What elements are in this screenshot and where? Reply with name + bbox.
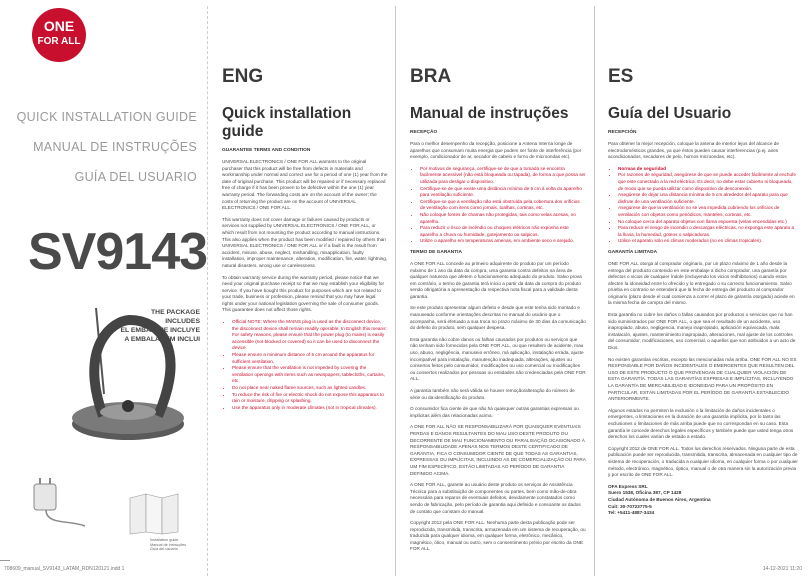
warning-item: • Utilize o aparelho em temperaturas amenas, em ambiente seco e arejado.: [420, 238, 586, 245]
footer-file: 708609_manual_SV9143_LATAM_RDN120121.indd 1: [4, 566, 125, 572]
para-es-2: ONE FOR ALL otorga al comprador originario, por un plazo máximo de 1 año desde la entrega del producto contenido en este embalaje a dicho comprador, una garantía por defectos o vicios de cualquier índole (incluyendo los vicios redhibitorios) cuando estos afecten la idoneidad entre lo ofrecido y lo entregado o su correcto funcionamiento. Salvo prueba en contrario se entenderá que la fecha de entrega del producto al comprador originario (plazo desde el cual comienza a correr el plazo de garantía otorgado) aciede en la misma fecha de compra del mismo.: [608, 260, 795, 306]
warning-item: • Para reduzir o risco de incêndio ou choques elétricos não exponha este aparelho a chuva ou humidade, gotejamento ou salpicos.: [420, 225, 586, 238]
cover-title-es: GUÍA DEL USUARIO: [74, 170, 197, 184]
warning-item: • Utilice el aparato sólo en climas moderados (no en climas tropicales).: [618, 238, 798, 245]
lang-bra: BRA: [410, 66, 452, 87]
address-line: Cuit: 30-70723775-5: [608, 503, 652, 509]
para-bra-7: A ONE FOR ALL NÃO SE RESPONSABILIZARÁ POR QUAISQUER EVENTUAIS PERDAS E DANOS RESULTANTES DO MAU USO DESTE PRODUTO OU DECORRENTE DE MAU FUNCIONAMENTO OU PARALISAÇÃO OCASIONADO À RESPONSABILIDADE APENAS NOS TERMOS DESTE CERTIFICADO DE GARANTIA, FICA O CONSUMIDOR CIENTE DE QUE TODAS AS GARANTIAS, EXPRESSAS OU IMPLÍCITAS, INCLUINDO AS DE COMERCIALIZAÇÃO OU PARA UM FIM ESPECÍFICO, ESTÃO LIMITADAS AO PERÍODO DE GARANTIA DEFINIDO ACIMA.: [410, 424, 586, 476]
brand-logo: [32, 8, 86, 62]
para-bra-6: O consumidor fica ciente de que não há quaisquer outras garantias expressas ou implícitas além das relacionadas acima.: [410, 406, 579, 418]
para-bra-3: Se este produto apresentar algum defeito e desde que este tenha sido montado e manuseado conforme orientações descritas no manual do usuário que o acompanha, será efetuado a sua troca no prazo máximo de 30 dias da comunicação do defeito do produto, sem qualquer despesa.: [410, 305, 586, 331]
package-note-es: EL EMBALAJE INCLUYE: [120, 327, 200, 334]
warning-item: • Official NOTE: Where the MAINS plug is used as the disconnect device, the disconnect device shall remain readily operable. In English this means: For safety reasons, please ensure that the power plug (to mains) is easily accessible (not blocked or covered) so it can be used to disconnect the device.: [232, 319, 388, 352]
warning-item: • Certifique-se de que existe uma distância mínima de 5 cm à volta do aparelho para ventilação suficiente.: [420, 186, 586, 199]
antenna-illustration: [18, 306, 198, 446]
warning-item: • No coloque cerca del aparato objetos con llama expuesta (velas encendidas etc.): [618, 219, 798, 226]
heading-warranty-es: GARANTÍA LIMITADA: [608, 249, 658, 255]
para-bra-4: Esta garantia não cobre danos ou falhas causados por produtos ou serviços que não tenham sido fornecidos pela ONE FOR ALL, ou que resultem de acidente, mau uso, abuso, negligência, manuseio errôneo, má aplicação, instalação errada, ajuste incompatível para instalação, manutenção inadequada, alterações, ajustes ou consertos feitos pelo consumidor, modificações ou uso comercial ou modificações ou consertos realizados por pessoas ou entidades não credenciadas pela ONE FOR ALL.: [410, 336, 586, 382]
lang-es: ES: [608, 66, 634, 87]
warning-item: • Do not place near naked flame sources, such as lighted candles.: [232, 385, 388, 392]
address-line: Suero 1538, Oficina 387, CP 1428: [608, 490, 682, 496]
para-es-3: Esta garantía no cubre los daños o fallas causados por productos o servicios que no han sido suministrados por ONE FOR ALL, o que sea el resultado de un accidente, uso inapropiado, abuso, negligencia, manejo inapropiado, aplicación equivocada, mala instalación, ajustes, mantenimiento inapropiado, alteraciones, mal ajuste de los controles del consumidor, modificaciones, uso comercial, o aquellos que son atribuidos a un acto de Dios.: [608, 312, 796, 351]
footer-date: 14-12-2021 11:20: [762, 566, 802, 572]
address-line: OFA Express SRL: [608, 483, 648, 489]
folded-guide-illustration: [128, 492, 188, 536]
guide-caption-es: Guía del usuario: [150, 547, 178, 552]
crop-mark: [0, 560, 10, 561]
para-bra-8: A ONE FOR ALL, garante ao usuário deste produto os serviços de Assistência Técnica para a substituição de componentes ou partes, bem como mão-de-obra necessária para reparos de eventuais defeitos, devidamente constatados como sendo de fabricação, pelo período de garantia aqui definido e consoante os dados de contato que constam do manual.: [410, 482, 581, 514]
heading-reception-bra: RECEPÇÃO: [410, 130, 438, 135]
para-es-5: Algunos estados no permiten la exclusión o la limitación de daños incidentales o emergentes, o limitaciones en la duración de una garantía implícita, por lo tanto las exclusiones o limitaciones de más arriba puede que no correspondan en su caso. Esta garantía le concede derechos legales específicos y también puede que usted tenga otros derechos los cuales varían de estado a estado.: [608, 407, 794, 440]
warning-item: • Please ensure that the ventilation is not impeded by covering the ventilation openings with items such as newspapers, tablecloths, curtains, etc.: [232, 365, 388, 385]
column-eng: [222, 105, 388, 416]
heading-warranty-bra: TERMO DE GARANTIA: [410, 249, 462, 255]
para-es-6: Copyright 2012 de ONE FOR ALL. Todos los derechos reservados. Ninguna parte de esta publicación puede ser reproducida, transmitida, transcrita, almacenada en cualquier tipo de sistema de recuperación, o traducida a cualquier idioma, en cualquier forma o por cualquier método, electrónico, magnético, óptico, manual o de otra manera sin la autorización previa y por escrito de ONE FOR ALL.: [608, 445, 798, 478]
para-bra-2: A ONE FOR ALL concede ao primeiro adquirente do produto por um período máximo de 1 ano da data da compra, uma garantia contra defeitos na área de qualquer natureza que afetem o funcionamento adequado do produto. Salvo prova em contrário, o termo de garantia terá início a partir da data da compra do produto sendo obrigatória a apresentação da respectiva nota fiscal para a validade desta garantia.: [410, 260, 582, 299]
warnings-bra: [410, 166, 586, 245]
para-bra-9: Copyright 2012 pela ONE FOR ALL. Nenhuma parte desta publicação pode ser reproduzida, transmitida, transcrita, armazenada em um sistema de recuperação, ou traduzida para qualquer idioma, em qualquer forma, eletrônico, mecânico, magnético, ótico, manual ou outro, sem o consentimento prévio por escrito da ONE FOR ALL.: [410, 520, 586, 552]
cover-title-eng: QUICK INSTALLATION GUIDE: [16, 110, 197, 124]
model-number: SV9143: [28, 223, 208, 281]
safety-heading-es: • Normas de seguridad: [618, 166, 798, 173]
fold-line-1: [207, 6, 208, 576]
brand-logo-line1: ONE: [43, 18, 75, 34]
power-adapter-illustration: [30, 470, 90, 530]
warning-item: • Use the apparatus only in moderate climates (not in tropical climates).: [232, 405, 388, 412]
para-es-4: No existen garantías escritas, excepto las mencionadas más arriba. ONE FOR ALL NO ES RESPONSABLE POR DAÑOS INCIDENTALES O EMERGENTES QUE RESULTEN DEL USO DE ESTE PRODUCTO O QUE PROVENGAN DE CUALQUIER VIOLACIÓN DE ESTA GARANTÍA. TODAS LAS GARANTÍAS EXPRESAS E IMPLÍCITAS, INCLUYENDO LA GARANTÍA DE MERCABILIDAD E IDONEIDAD PARA UN PROPÓSITO EN PARTICULAR, ESTÁN LIMITADAS POR EL PERÍODO DE GARANTÍA ESTABLECIDO ANTERIORMENTE.: [608, 356, 797, 402]
title-es: Guía del Usuario: [608, 105, 732, 122]
title-bra: Manual de instruções: [410, 105, 569, 122]
guide-caption-bra: Manual de instruções: [150, 542, 187, 547]
cover-title-bra: MANUAL DE INSTRUÇÕES: [33, 140, 197, 154]
para-eng-3: To obtain warranty service during the warranty period, please notice that we need your original purchase receipt so that we may establish your eligibility for service. If you have bought this product for purposes which are not related to your trade, business or profession, please remind that you may have legal rights under your national legislation governing the sale of consumer goods. This guarantee does not affect those rights.: [222, 274, 385, 313]
heading-guarantee-eng: GUARANTEE TERMS AND CONDITION: [222, 148, 311, 153]
para-bra-1: Para o melhor desempenho da recepção, posicione a Antena Interna longe de aparelhos que consumam muita energia que podem ser fonte de interferência (por exemplo, condicionador de ar, secador de cabelo e forno de microondas etc).: [410, 141, 582, 160]
warning-item: • Por razones de seguridad, asegúrese de que se puede acceder fácilmente al enchufe que este conectado a la red eléctrica. Es decir, no debe estar cubierto ni bloqueado, de modo que se pueda utilizar como dispositivo de desconexión.: [618, 172, 798, 192]
column-divider-1: [395, 6, 396, 576]
address-es: [608, 484, 798, 517]
heading-reception-es: RECEPCIÓN: [608, 130, 637, 135]
warning-item: • Não coloque fontes de chamas não protegidas, tais como velas acesas, no aparelho.: [420, 212, 586, 225]
package-note-bra: A EMBALAGEM INCLUI: [124, 336, 200, 343]
para-eng-1: UNIVERSAL ELECTRONICS / ONE FOR ALL warrants to the original purchaser that this product will be free from defects in materials and workmanship under normal and correct use for a period of one (1) year from the date of original purchase. This product will be repaired or if necessary replaced free of charge if it has been proven to be defective within the one (1) year warranty period. The forwarding costs are on the account of the owner; the costs of returning the product are on the account of UNIVERSAL ELECTRONICS / ONE FOR ALL.: [222, 159, 388, 211]
warnings-eng: [222, 319, 388, 411]
warning-item: • Por motivos de segurança, certifique-se de que a tomada se encontra facilmente acessível (não está bloqueada ou tapada), de forma a que possa ser utilizada para desligar o dispositivo.: [420, 166, 586, 186]
title-eng: Quick installation guide: [222, 105, 352, 140]
guide-caption: [150, 538, 186, 552]
warning-item: • Please ensure a minimum distance of 5 cm around the apparatus for sufficient ventilation.: [232, 352, 388, 365]
para-eng-2: This warranty does not cover damage or failures caused by products or services not supplied by UNIVERSAL ELECTRONICS / ONE FOR ALL, or which result from not mounting the product according to manual instructions. This also applies when the product has been modified / repaired by others than UNIVERSAL ELECTRONICS / ONE FOR ALL or if a fault is the result from accident, misuse, abuse, neglect, mishandling, misapplication, faulty installation, improper maintenance, alteration, modification, fire, water, lightning, natural disasters, wrong use or carelessness.: [222, 216, 388, 268]
column-es: [608, 105, 798, 517]
package-note-eng: THE PACKAGE INCLUDES: [151, 309, 200, 325]
address-line: Ciudad Autónoma de Buenos Aires, Argentina: [608, 496, 711, 502]
lang-eng: ENG: [222, 66, 264, 87]
para-es-1: Para obtener la mejor recepción, coloque la antena de interior lejos del alcance de electrodomésticos grandes, ya que éstos pueden causar interferencias (p.ej. aires acondicionados, secadores de pelo, hornos microondas, etc).: [608, 141, 779, 160]
brand-logo-line2: FOR ALL: [37, 36, 81, 47]
guide-caption-eng: Installation guide: [150, 538, 179, 542]
address-line: Tel: +5411-4887-3434: [608, 510, 655, 516]
warning-item: • Certifique-se que a ventilação não está obstruída pela cobertura dos orifícios de ventilação com itens como jornais, toalhas, cortinas, etc.: [420, 199, 586, 212]
para-bra-5: A garantia também não será válida se houver remoção/alteração do número de série ou da identificação do produto.: [410, 388, 575, 400]
column-bra: [410, 105, 586, 558]
warning-item: • Para reducir el riesgo de incendio o descargas eléctricas, no exponga este aparato a la lluvia, la humedad, goteos o salpicaduras.: [618, 225, 798, 238]
warning-item: • Asegúrese de dejar una distancia mínima de 5 cm alrededor del aparato para que disfrute de una ventilación suficiente.: [618, 192, 798, 205]
column-divider-2: [594, 6, 595, 576]
warnings-es: [608, 166, 798, 245]
warning-item: • Asegúrese de que la ventilación no se vea impedida cubriendo los orificios de ventilación con objetos como periódicos, manteles, cortinas, etc.: [618, 205, 798, 218]
warning-item: • To reduce the risk of fire or electric shock do not expose this apparatus to rain or moisture, dripping or splashing.: [232, 392, 388, 405]
